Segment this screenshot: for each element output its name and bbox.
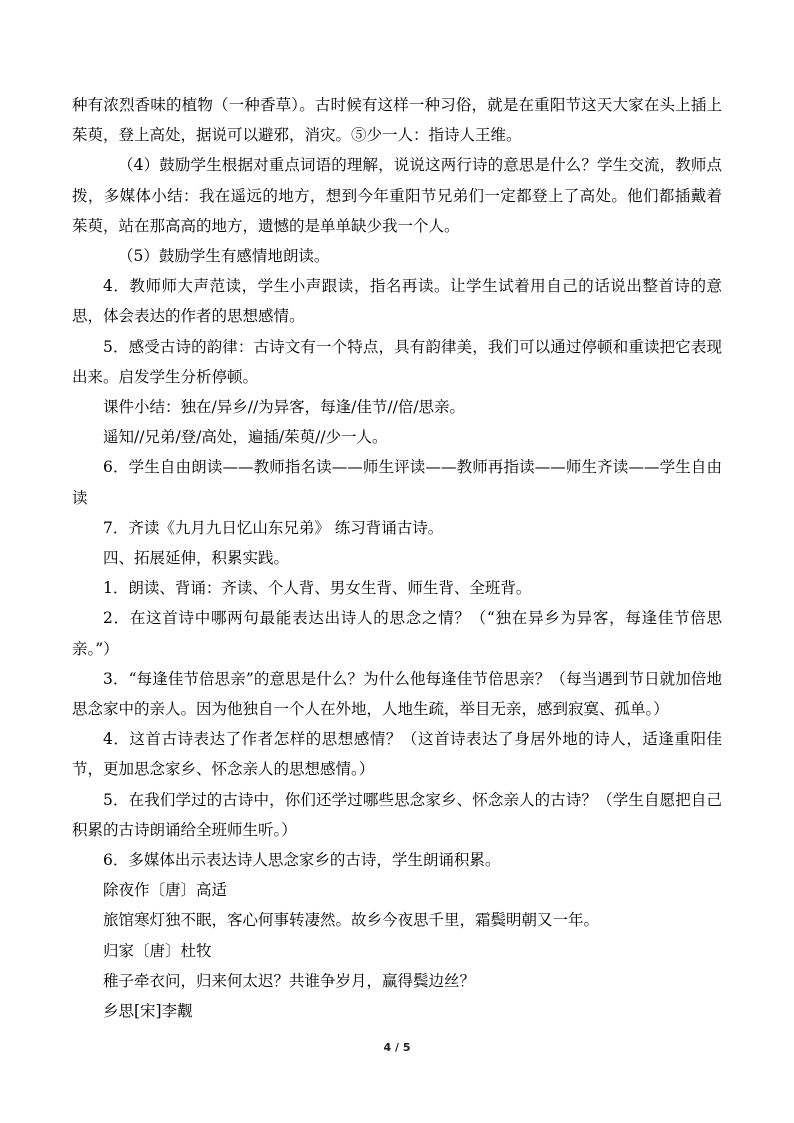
paragraph-summary-line-2: 遥知//兄弟/登/高处，遍插/茱萸//少一人。 [103, 428, 388, 447]
document-body [72, 90, 722, 1026]
paragraph-ext-item-1: 1．朗读、背诵：齐读、个人背、男女生背、师生背、全班背。 [103, 579, 532, 598]
paragraph-step-4: （4）鼓励学生根据对重点词语的理解，说说这两行诗的意思是什么？学生交流，教师点拨，多媒体小结：我在遥远的地方，想到今年重阳节兄弟们一定都登上了高处。他们都插戴着茱萸，站在那高高的地方，遗憾的是单单缺少我一个人。 [72, 156, 722, 235]
paragraph-cornel-note: 种有浓烈香味的植物（一种香草）。古时候有这样一种习俗，就是在重阳节这天大家在头上插上茱萸，登上高处，据说可以避邪，消灾。⑤少一人：指诗人王维。 [72, 96, 722, 145]
paragraph-ext-item-5: 5．在我们学过的古诗中，你们还学过哪些思念家乡、怀念亲人的古诗？（学生自愿把自己积累的古诗朗诵给全班师生听。） [72, 790, 722, 839]
poem-text-chuye: 旅馆寒灯独不眠，客心何事转凄然。故乡今夜思千里，霜鬓明朝又一年。 [103, 911, 600, 930]
poem-title-chuye: 除夜作〔唐〕高适 [103, 881, 228, 900]
paragraph-ext-item-4: 4．这首古诗表达了作者怎样的思想感情？（这首诗表达了身居外地的诗人，适逢重阳佳节，更加思念家乡、怀念亲人的思想感情。） [72, 730, 722, 779]
poem-text-guijia: 稚子牵衣问，归来何太迟？共谁争岁月，赢得鬓边丝？ [103, 971, 476, 990]
paragraph-item-7-recite: 7．齐读《九月九日忆山东兄弟》 练习背诵古诗。 [103, 518, 444, 537]
paragraph-ext-item-6: 6．多媒体出示表达诗人思念家乡的古诗，学生朗诵积累。 [103, 851, 501, 870]
paragraph-ext-item-2: 2．在这首诗中哪两句最能表达出诗人的思念之情？（“独在异乡为异客，每逢佳节倍思亲。”） [72, 609, 722, 658]
paragraph-summary-line-1: 课件小结：独在/异乡//为异客，每逢/佳节//倍/思亲。 [103, 398, 466, 417]
paragraph-step-5: （5）鼓励学生有感情地朗读。 [118, 247, 330, 266]
paragraph-item-6-reading-flow: 6．学生自由朗读——教师指名读——师生评读——教师再指读——师生齐读——学生自由读 [72, 458, 722, 507]
paragraph-item-5-rhythm: 5．感受古诗的韵律：古诗文有一个特点，具有韵律美，我们可以通过停顿和重读把它表现出来。启发学生分析停顿。 [72, 337, 722, 386]
page-number: 4 / 5 [383, 1041, 411, 1054]
section-heading-extension: 四、拓展延伸，积累实践。 [103, 549, 290, 568]
poem-title-guijia: 归家〔唐〕杜牧 [103, 941, 212, 960]
poem-title-xiangsi: 乡思[宋]李觏 [103, 1002, 193, 1021]
paragraph-ext-item-3: 3．“每逢佳节倍思亲”的意思是什么？为什么他每逢佳节倍思亲？（每当遇到节日就加倍地思念家中的亲人。因为他独自一个人在外地，人地生疏，举目无亲，感到寂寞、孤单。） [72, 669, 722, 719]
paragraph-item-4-reading: 4．教师师大声范读，学生小声跟读，指名再读。让学生试着用自己的话说出整首诗的意思，体会表达的作者的思想感情。 [72, 277, 722, 326]
